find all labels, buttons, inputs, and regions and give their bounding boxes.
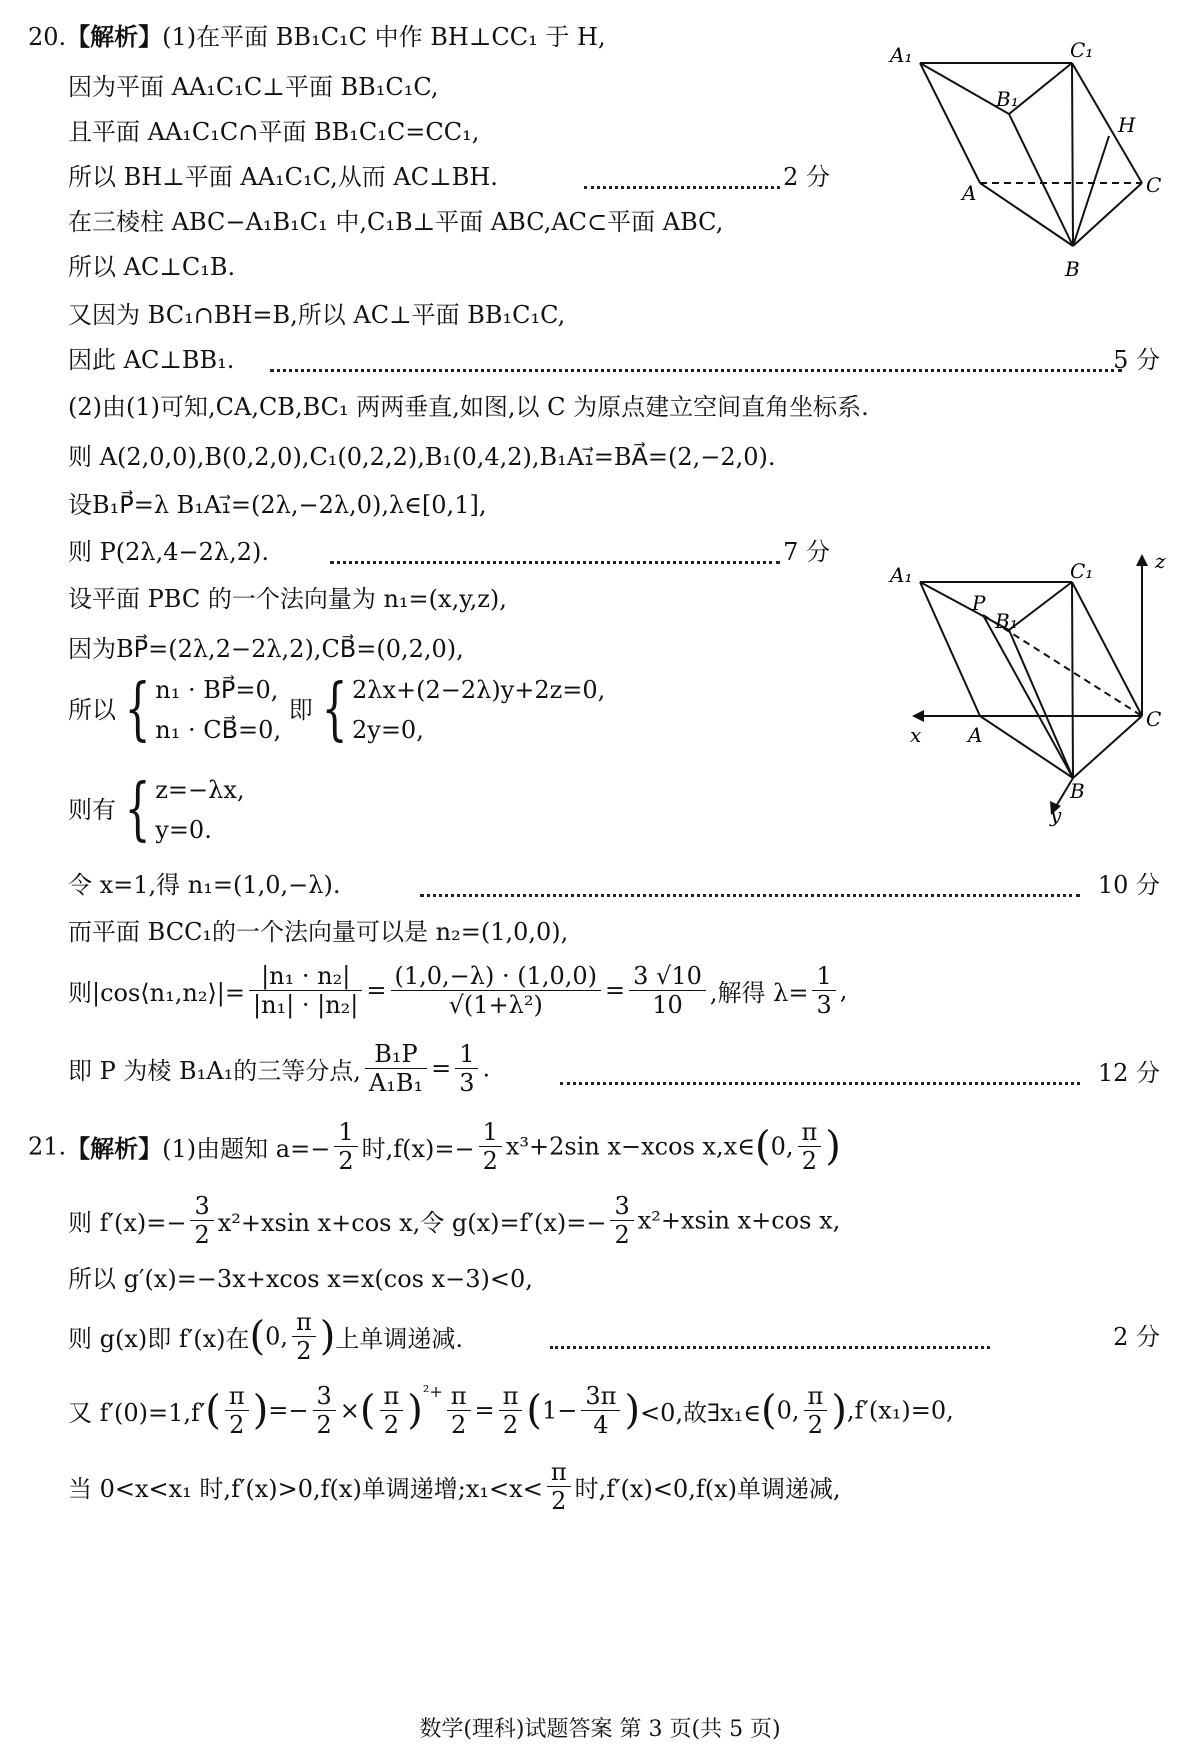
q21-score-2: 2 分 xyxy=(1113,1323,1160,1351)
paren-open: ( xyxy=(754,1123,771,1170)
cos-label: 则|cos⟨n₁,n₂⟩|= xyxy=(68,979,245,1007)
comma: , xyxy=(839,976,848,1005)
eq-sign: = xyxy=(605,976,626,1005)
q20-line-17: 令 x=1,得 n₁=(1,0,−λ). xyxy=(68,871,341,899)
leader-dots xyxy=(270,369,1122,372)
q21-text: 则 f′(x)=− xyxy=(68,1209,187,1237)
q20-system-2 xyxy=(68,770,245,850)
frac-num: B₁P xyxy=(365,1040,427,1069)
label-H: H xyxy=(1118,113,1136,137)
q20-score-10: 10 分 xyxy=(1097,871,1160,899)
page-footer: 数学(理科)试题答案 第 3 页(共 5 页) xyxy=(419,1717,781,1742)
q21-text: ,f′(x₁)=0, xyxy=(846,1396,954,1425)
frac-den: 2 xyxy=(296,1337,312,1365)
paren-close: ) xyxy=(407,1387,423,1434)
frac-den: 2 xyxy=(194,1221,210,1249)
frac-half xyxy=(479,1118,502,1175)
frac-pi-half xyxy=(499,1382,523,1439)
frac-num: |n₁ · n₂| xyxy=(249,962,362,991)
frac-dot xyxy=(391,962,602,1019)
frac-three-half xyxy=(313,1382,336,1439)
frac-num: π xyxy=(447,1382,471,1411)
q21-text: 又 f′(0)=1,f′ xyxy=(68,1399,206,1427)
frac-num: π xyxy=(499,1382,523,1411)
frac-abs xyxy=(249,962,362,1019)
label-youyou: 则有 xyxy=(68,796,116,824)
eq-expanded-2: 2y=0, xyxy=(351,716,424,744)
frac-num: 1 xyxy=(455,1040,478,1069)
label-B: B xyxy=(1065,257,1080,281)
brace: { xyxy=(124,770,151,849)
frac-ratio xyxy=(365,1040,427,1097)
interval-start: 0, xyxy=(776,1396,800,1425)
brace: { xyxy=(321,670,348,749)
label-C1: C₁ xyxy=(1070,40,1094,62)
q21-text: × xyxy=(339,1396,360,1425)
q20-line-1 xyxy=(28,20,606,54)
label-C: C xyxy=(1146,707,1162,731)
frac-pi-half xyxy=(547,1458,571,1515)
frac-num: 3 xyxy=(610,1192,633,1221)
q21-text: <0,故∃x₁∈ xyxy=(640,1399,762,1427)
frac-den: |n₁| · |n₂| xyxy=(253,991,359,1019)
label-ji: 即 xyxy=(288,696,313,724)
eq-z: z=−λx, xyxy=(155,776,245,804)
paren-close: ) xyxy=(831,1387,847,1434)
paren-close: ) xyxy=(252,1387,269,1434)
leader-dots xyxy=(584,186,780,189)
frac-den: 10 xyxy=(652,991,683,1019)
frac-den: 2 xyxy=(229,1411,245,1439)
frac-pi-half xyxy=(380,1382,404,1439)
frac-num: 3 √10 xyxy=(629,962,706,991)
q21-line-3: 所以 g′(x)=−3x+xcos x=x(cos x−3)<0, xyxy=(68,1265,533,1293)
frac-num: π xyxy=(225,1382,249,1411)
frac-value xyxy=(629,962,706,1019)
q21-text: (1)由题知 a=− xyxy=(162,1135,331,1163)
frac-num: π xyxy=(798,1118,822,1147)
eq-y: y=0. xyxy=(155,816,212,844)
q20-score-5: 5 分 xyxy=(1113,346,1160,374)
q20-number: 20. xyxy=(28,23,67,51)
leader-dots xyxy=(560,1082,1080,1085)
frac-den: 2 xyxy=(383,1411,400,1439)
q21-line-4 xyxy=(68,1308,463,1365)
q20-line-3: 且平面 AA₁C₁C∩平面 BB₁C₁C=CC₁, xyxy=(68,118,480,146)
label-y: y xyxy=(1050,803,1062,827)
q21-text: ²+ xyxy=(422,1382,443,1401)
q20-line-5: 在三棱柱 ABC−A₁B₁C₁ 中,C₁B⊥平面 ABC,AC⊂平面 ABC, xyxy=(68,208,724,236)
leader-dots xyxy=(330,561,780,564)
label-B1: B₁ xyxy=(996,87,1019,111)
leader-dots xyxy=(550,1346,990,1349)
frac-den: 2 xyxy=(807,1411,824,1439)
interval-start: 0, xyxy=(770,1132,794,1161)
frac-den: 4 xyxy=(593,1411,609,1439)
label-A1: A₁ xyxy=(890,43,913,67)
q20-line-8: 因此 AC⊥BB₁. xyxy=(68,346,235,374)
frac-num: π xyxy=(292,1308,316,1337)
frac-pi-half xyxy=(798,1118,822,1175)
q21-line-2 xyxy=(68,1192,840,1249)
q21-line-1 xyxy=(28,1118,841,1175)
q21-text: x²+xsin x+cos x, xyxy=(637,1206,841,1235)
q21-text: 1− xyxy=(542,1396,578,1425)
system-left xyxy=(155,670,281,750)
leader-dots xyxy=(420,894,1080,897)
q20-line-13: 设平面 PBC 的一个法向量为 n₁=(x,y,z), xyxy=(68,585,507,613)
frac-num: π xyxy=(380,1382,404,1411)
paren-close: ) xyxy=(825,1123,841,1170)
system-result xyxy=(155,770,244,850)
frac-pi-half xyxy=(447,1382,471,1439)
eq-sign: = xyxy=(366,976,387,1005)
frac-num: 3 xyxy=(190,1192,213,1221)
q20-line-9: (2)由(1)可知,CA,CB,BC₁ 两两垂直,如图,以 C 为原点建立空间直角坐标系. xyxy=(68,393,869,421)
q20-line-14: 因为BP⃗=(2λ,2−2λ,2),CB⃗=(0,2,0), xyxy=(68,635,464,663)
frac-three-half xyxy=(610,1192,633,1249)
paren-open: ( xyxy=(526,1387,543,1434)
label-C1: C₁ xyxy=(1070,559,1094,583)
q20-score-2: 2 分 xyxy=(783,163,830,191)
q21-line-6 xyxy=(68,1458,841,1515)
q21-text: 上单调递减. xyxy=(335,1325,464,1353)
q20-cos-line xyxy=(68,962,847,1019)
q20-line-10: 则 A(2,0,0),B(0,2,0),C₁(0,2,2),B₁(0,4,2),B₁A₁⃗=BA⃗=(2,−2,0). xyxy=(68,443,776,471)
eq-n1-cb: n₁ · CB⃗=0, xyxy=(155,716,282,744)
frac-num: 1 xyxy=(334,1118,357,1147)
frac-num: 3π xyxy=(581,1382,620,1411)
q20-tag: 【解析】 xyxy=(66,22,163,51)
system-right xyxy=(352,670,605,750)
q20-system-1 xyxy=(68,670,605,750)
frac-den: √(1+λ²) xyxy=(448,991,543,1019)
label-B1: B₁ xyxy=(995,609,1018,633)
final-text: 即 P 为棱 B₁A₁的三等分点, xyxy=(68,1057,361,1085)
q20-final-line xyxy=(68,1040,490,1097)
q20-line-18: 而平面 BCC₁的一个法向量可以是 n₂=(1,0,0), xyxy=(68,918,569,946)
paren-close: ) xyxy=(319,1313,336,1360)
label-B: B xyxy=(1070,779,1085,803)
paren-open: ( xyxy=(359,1387,376,1434)
frac-den: 2 xyxy=(801,1147,818,1175)
q20-line-11: 设B₁P⃗=λ B₁A₁⃗=(2λ,−2λ,0),λ∈[0,1], xyxy=(68,491,487,519)
q20-score-12: 12 分 xyxy=(1097,1059,1160,1087)
label-A: A xyxy=(968,723,983,747)
label-suoyi: 所以 xyxy=(68,696,116,724)
frac-half xyxy=(334,1118,357,1175)
frac-lambda xyxy=(812,962,835,1019)
paren-open: ( xyxy=(761,1387,777,1434)
prism-figure-1 xyxy=(880,40,1180,290)
brace: { xyxy=(124,670,151,749)
frac-three-pi-4 xyxy=(581,1382,620,1439)
frac-den: 2 xyxy=(551,1487,567,1515)
q20-line-4: 所以 BH⊥平面 AA₁C₁C,从而 AC⊥BH. xyxy=(68,163,498,191)
q21-text: x³+2sin x−xcos x,x∈ xyxy=(505,1132,755,1161)
label-A1: A₁ xyxy=(890,563,913,587)
paren-open: ( xyxy=(249,1313,266,1360)
q21-text: = xyxy=(474,1396,495,1425)
q20-line-12: 则 P(2λ,4−2λ,2). xyxy=(68,538,269,566)
paren-open: ( xyxy=(205,1387,221,1434)
frac-num: 3 xyxy=(313,1382,336,1411)
q20-line-7: 又因为 BC₁∩BH=B,所以 AC⊥平面 BB₁C₁C, xyxy=(68,301,566,329)
label-x: x xyxy=(910,723,922,747)
frac-num: 1 xyxy=(479,1118,502,1147)
q21-text: 时,f′(x)<0,f(x)单调递减, xyxy=(574,1475,841,1503)
frac-den: 3 xyxy=(816,991,832,1019)
frac-num: 1 xyxy=(812,962,835,991)
q20-line-2: 因为平面 AA₁C₁C⊥平面 BB₁C₁C, xyxy=(68,73,439,101)
frac-num: π xyxy=(804,1382,828,1411)
q21-line-5 xyxy=(68,1382,954,1439)
q21-text: 当 0<x<x₁ 时,f′(x)>0,f(x)单调递增;x₁<x< xyxy=(68,1475,543,1503)
q21-text: x²+xsin x+cos x,令 g(x)=f′(x)=− xyxy=(217,1209,607,1237)
paren-close: ) xyxy=(624,1387,641,1434)
q20-score-7: 7 分 xyxy=(783,538,830,566)
frac-den: 2 xyxy=(482,1147,498,1175)
q21-text: 则 g(x)即 f′(x)在 xyxy=(68,1325,250,1353)
label-P: P xyxy=(972,591,986,615)
label-A: A xyxy=(962,181,977,205)
frac-den: 3 xyxy=(459,1069,475,1097)
frac-den: 2 xyxy=(450,1411,467,1439)
q21-text: =− xyxy=(268,1396,309,1425)
frac-pi-half xyxy=(804,1382,828,1439)
label-C: C xyxy=(1146,173,1162,197)
frac-den: 2 xyxy=(614,1221,630,1249)
frac-pi-half xyxy=(292,1308,316,1365)
eq-expanded-1: 2λx+(2−2λ)y+2z=0, xyxy=(351,676,606,704)
frac-den: A₁B₁ xyxy=(368,1069,424,1097)
prism-figure-2 xyxy=(880,550,1190,830)
q20-line-6: 所以 AC⊥C₁B. xyxy=(68,253,236,281)
solve-text: ,解得 λ= xyxy=(709,979,809,1007)
frac-den: 2 xyxy=(316,1411,332,1439)
eq-sign: = xyxy=(431,1054,452,1083)
frac-three-half xyxy=(190,1192,213,1249)
frac-third xyxy=(455,1040,478,1097)
interval-start: 0, xyxy=(265,1322,288,1351)
frac-den: 2 xyxy=(338,1147,354,1175)
period: . xyxy=(482,1054,491,1083)
q21-text: 时,f(x)=− xyxy=(361,1135,475,1163)
frac-den: 2 xyxy=(502,1411,519,1439)
frac-num: (1,0,−λ) · (1,0,0) xyxy=(391,962,602,991)
q21-tag: 【解析】 xyxy=(66,1134,163,1163)
frac-pi-half xyxy=(225,1382,249,1439)
label-z: z xyxy=(1155,550,1166,573)
eq-n1-bp: n₁ · BP⃗=0, xyxy=(155,676,279,704)
q20-text-1: (1)在平面 BB₁C₁C 中作 BH⊥CC₁ 于 H, xyxy=(162,23,606,51)
frac-num: π xyxy=(547,1458,571,1487)
q21-number: 21. xyxy=(28,1132,67,1161)
